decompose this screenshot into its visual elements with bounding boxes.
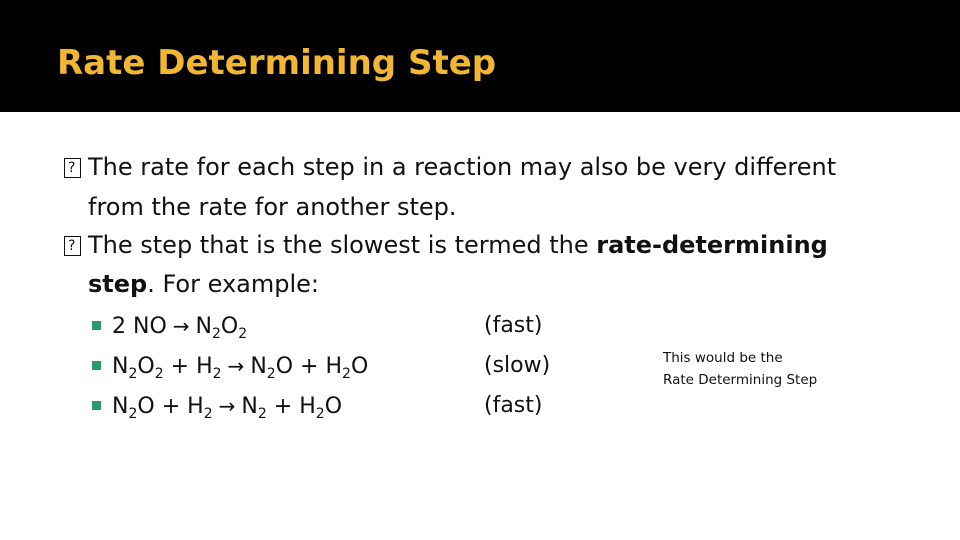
reactant: 2 NO bbox=[112, 314, 167, 339]
bullet-2-line-1 bbox=[88, 225, 828, 265]
subscript: 2 bbox=[238, 326, 248, 342]
bullet-2-text: The step that is the slowest is termed the bbox=[88, 231, 597, 259]
product: N bbox=[241, 394, 258, 419]
plus-sign: + bbox=[300, 354, 319, 379]
reaction-2 bbox=[112, 346, 368, 387]
product: H bbox=[299, 394, 316, 419]
bullet-2-line-2 bbox=[88, 264, 319, 304]
reaction-1 bbox=[112, 306, 247, 347]
product: N bbox=[250, 354, 267, 379]
subscript: 2 bbox=[342, 366, 351, 382]
plus-sign: + bbox=[273, 394, 293, 419]
bullet-2-text: . For example: bbox=[147, 270, 319, 298]
subscript: 2 bbox=[128, 406, 138, 422]
reactant: N bbox=[112, 394, 129, 419]
subscript: 2 bbox=[212, 366, 222, 382]
slide-title: Rate Determining Step bbox=[57, 43, 497, 83]
product: O bbox=[324, 394, 343, 419]
subscript: 2 bbox=[203, 406, 213, 422]
square-bullet-icon bbox=[92, 321, 101, 330]
plus-sign: + bbox=[161, 394, 181, 419]
side-note-line-1: This would be the bbox=[663, 350, 783, 366]
square-bullet-icon bbox=[92, 401, 101, 410]
missing-glyph-icon bbox=[64, 236, 81, 256]
subscript: 2 bbox=[128, 366, 138, 382]
side-note bbox=[663, 347, 817, 391]
subscript: 2 bbox=[315, 406, 325, 422]
product: O bbox=[275, 354, 294, 379]
product: H bbox=[325, 354, 343, 379]
side-note-line-2: Rate Determining Step bbox=[663, 372, 818, 388]
subscript: 2 bbox=[212, 326, 221, 342]
reactant: N bbox=[112, 354, 129, 379]
reaction-2-rate: (slow) bbox=[484, 353, 551, 378]
missing-glyph-icon bbox=[64, 158, 81, 178]
reaction-3 bbox=[112, 386, 342, 427]
product: O bbox=[350, 354, 369, 379]
bold-term: step bbox=[88, 270, 148, 298]
reaction-1-rate: (fast) bbox=[484, 313, 543, 338]
right-arrow-icon: → bbox=[227, 354, 245, 378]
subscript: 2 bbox=[266, 366, 276, 382]
right-arrow-icon: → bbox=[172, 314, 190, 338]
reactant: H bbox=[187, 394, 204, 419]
reactant: H bbox=[196, 354, 213, 379]
right-arrow-icon: → bbox=[218, 394, 236, 418]
reactant: O bbox=[137, 394, 155, 419]
bold-term: rate-determining bbox=[596, 231, 828, 259]
bullet-1-line-2: from the rate for another step. bbox=[88, 193, 457, 221]
product: O bbox=[220, 314, 239, 339]
subscript: 2 bbox=[257, 406, 267, 422]
square-bullet-icon bbox=[92, 361, 101, 370]
subscript: 2 bbox=[154, 366, 164, 382]
bullet-1-line-1: The rate for each step in a reaction may also be very different bbox=[88, 153, 837, 181]
reactant: O bbox=[137, 354, 155, 379]
product: N bbox=[195, 314, 212, 339]
plus-sign: + bbox=[170, 354, 190, 379]
reaction-3-rate: (fast) bbox=[484, 393, 543, 418]
